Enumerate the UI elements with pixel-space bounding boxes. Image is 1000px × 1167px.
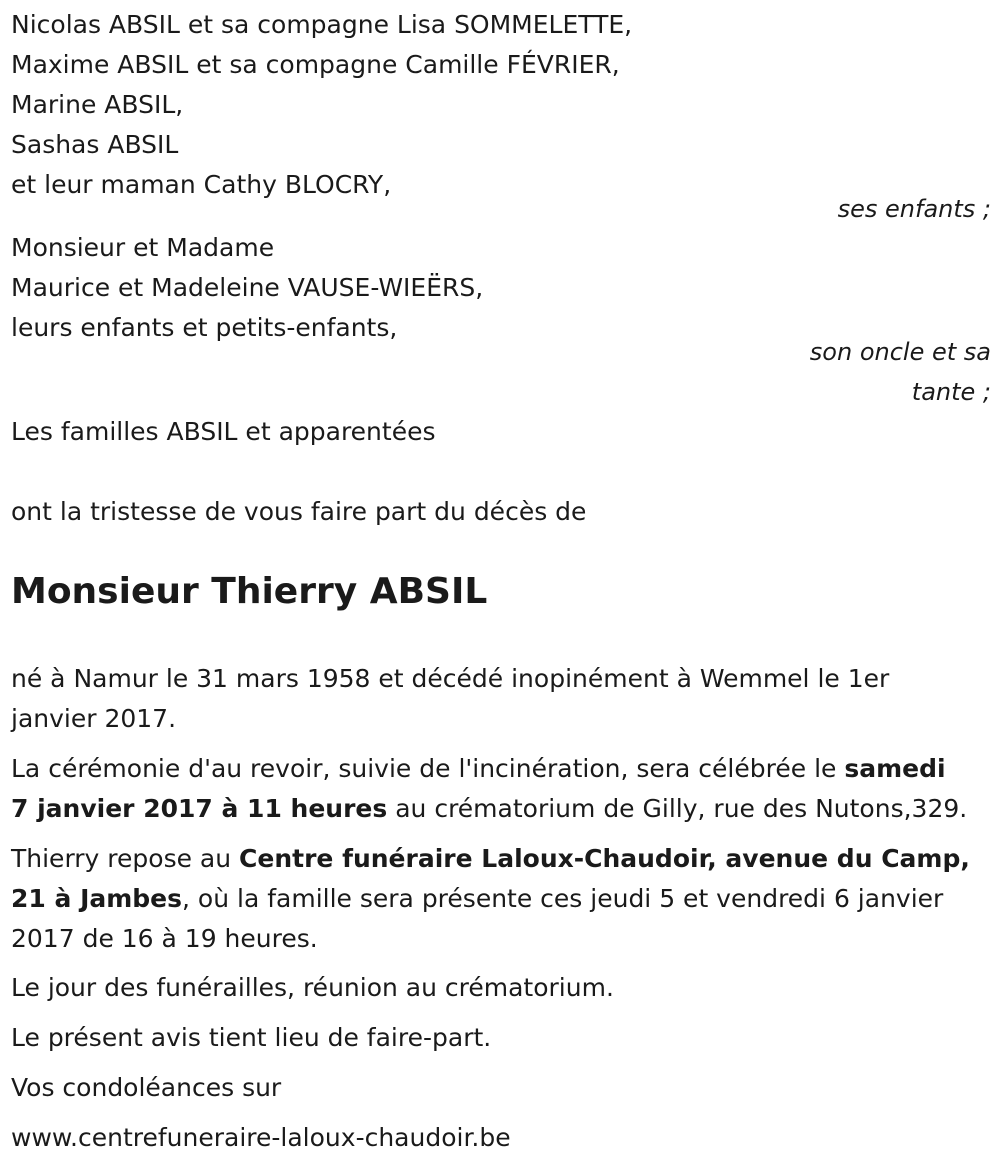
rest-place-city: 21 à Jambes — [11, 884, 183, 913]
uncle-aunt-line-1: Monsieur et Madame — [11, 233, 275, 262]
rest-line-3: 2017 de 16 à 19 heures. — [11, 924, 318, 953]
rest-place: Centre funéraire Laloux-Chaudoir, avenue du Camp, — [239, 844, 970, 873]
notice: Le présent avis tient lieu de faire-part. — [11, 1023, 492, 1052]
ceremony-text-2: au crématorium de Gilly, rue des Nutons,329. — [387, 794, 968, 823]
uncle-aunt-line-3: leurs enfants et petits-enfants, — [11, 313, 398, 342]
website-link[interactable]: www.centrefuneraire-laloux-chaudoir.be — [11, 1123, 511, 1152]
ceremony-line-2 — [11, 789, 967, 829]
uncle-aunt-line-2: Maurice et Madeleine VAUSE-WIEËRS, — [11, 273, 484, 302]
relation-uncle-aunt-2: tante ; — [911, 378, 991, 406]
relation-children: ses enfants ; — [837, 195, 991, 223]
funeral-day: Le jour des funérailles, réunion au crématorium. — [11, 973, 614, 1002]
family-line-3: Marine ABSIL, — [11, 90, 184, 119]
ceremony-date-time: 7 janvier 2017 à 11 heures — [11, 794, 388, 823]
family-line-4: Sashas ABSIL — [11, 130, 179, 159]
family-line-5: et leur maman Cathy BLOCRY, — [11, 170, 392, 199]
family-line-2: Maxime ABSIL et sa compagne Camille FÉVRIER, — [11, 50, 620, 79]
rest-text-1: Thierry repose au — [11, 844, 240, 873]
deceased-name: Monsieur Thierry ABSIL — [11, 571, 488, 612]
family-line-1: Nicolas ABSIL et sa compagne Lisa SOMMELETTE, — [11, 10, 633, 39]
ceremony-text-1: La cérémonie d'au revoir, suivie de l'incinération, sera célébrée le — [11, 754, 845, 783]
rest-line-2 — [11, 879, 943, 919]
announcement: ont la tristesse de vous faire part du décès de — [11, 497, 587, 526]
relation-uncle-aunt-1: son oncle et sa — [809, 338, 991, 366]
ceremony-line-1 — [11, 749, 946, 789]
birth-death-line-2: janvier 2017. — [11, 704, 177, 733]
condolences: Vos condoléances sur — [11, 1073, 282, 1102]
rest-line-1 — [11, 839, 970, 879]
families-line: Les familles ABSIL et apparentées — [11, 417, 436, 446]
rest-text-2: , où la famille sera présente ces jeudi 5 et vendredi 6 janvier — [182, 884, 944, 913]
birth-death-line-1: né à Namur le 31 mars 1958 et décédé inopinément à Wemmel le 1er — [11, 664, 890, 693]
ceremony-day: samedi — [844, 754, 946, 783]
